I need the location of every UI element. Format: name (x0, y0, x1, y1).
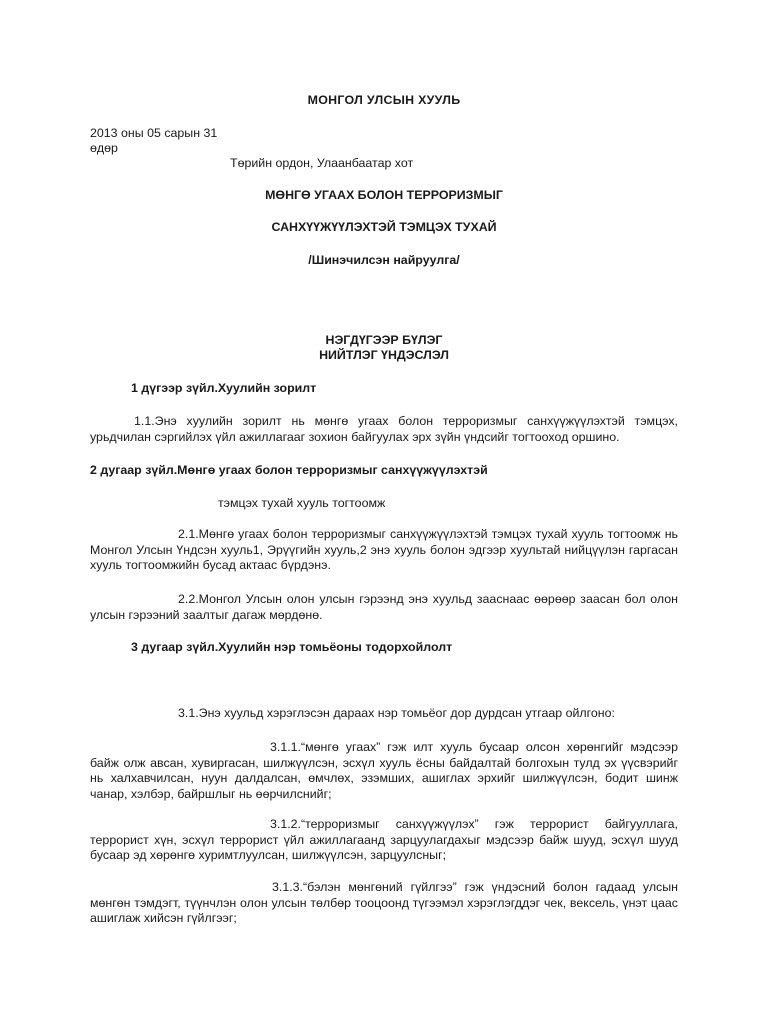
article2-heading: 2 дугаар зүйл.Мөнгө угаах болон терроризмыг санхүүжүүлэхтэй (90, 463, 488, 477)
paragraph-3-1: 3.1.Энэ хуульд хэрэглэсэн дараах нэр томьёог дор дурдсан утгаар ойлгоно: (178, 706, 615, 720)
article3-heading: 3 дугаар зүйл.Хуулийн нэр томьёоны тодорхойлолт (131, 640, 453, 654)
subject-title-line1: МӨНГӨ УГААХ БОЛОН ТЕРРОРИЗМЫГ (265, 188, 503, 202)
paragraph-3-1-2: 3.1.2.“терроризмыг санхүүжүүлэх” гэж террорист байгууллага, террорист хүн, эсхүл террорист үйл ажиллагаанд зарцуулагдахыг мэдсээр байж шууд, эсхүл шууд бусаар эд хөрөнгө хуримтлуулсан, шилжүүлсэн, зарцуулсныг; (90, 817, 678, 862)
article2-heading-continued: тэмцэх тухай хууль тогтоомж (218, 496, 386, 510)
enactment-date-day: өдөр (90, 141, 118, 155)
chapter-number: НЭГДҮГЭЭР БҮЛЭГ (325, 333, 443, 347)
paragraph-3-1-3: 3.1.3.“бэлэн мөнгөний гүйлгээ” гэж үндэсний болон гадаад улсын мөнгөн тэмдэгт, түүнчлэн олон улсын төлбөр тооцоонд түгээмэл хэрэглэгддэг чек, вексель, үнэт цаас ашиглаж хийсэн гүйлгээг; (90, 880, 678, 925)
paragraph-2-1: 2.1.Мөнгө угаах болон терроризмыг санхүүжүүлэхтэй тэмцэх тухай хууль тогтоомж нь Монгол Улсын Үндсэн хууль1, Эрүүгийн хууль,2 энэ хууль болон эдгээр хуультай нийцүүлэн гаргасан хууль тогтоомжийн бусад актаас бүрдэнэ. (90, 527, 678, 572)
paragraph-2-2: 2.2.Монгол Улсын олон улсын гэрээнд энэ хуульд зааснаас өөрөөр заасан бол олон улсын гэрээний заалтыг дагаж мөрдөнө. (90, 592, 678, 622)
subject-title-line2: САНХҮҮЖҮҮЛЭХТЭЙ ТЭМЦЭХ ТУХАЙ (271, 220, 497, 234)
law-title: МОНГОЛ УЛСЫН ХУУЛЬ (307, 93, 461, 107)
article1-heading: 1 дүгээр зүйл.Хуулийн зорилт (131, 381, 317, 395)
revision-note: /Шинэчилсэн найруулга/ (308, 253, 460, 267)
enactment-date: 2013 оны 05 сарын 31 (90, 126, 218, 140)
paragraph-3-1-1: 3.1.1.“мөнгө угаах” гэж илт хууль бусаар олсон хөрөнгийг мэдсээр байж олж авсан, хувиргасан, шилжүүлсэн, эсхүл хууль ёсны байдалтай болгохын тулд эх үүсвэрийг нь халхавчилсан, нуун далдалсан, өмчлөх, эзэмших, ашиглах эрхийг шилжүүлсэн, бодит шинж чанар, хэлбэр, байршлыг нь өөрчилснийг; (90, 740, 678, 801)
chapter-title: НИЙТЛЭГ ҮНДЭСЛЭЛ (319, 348, 449, 362)
enactment-place: Төрийн ордон, Улаанбаатар хот (230, 156, 414, 170)
paragraph-1-1: 1.1.Энэ хуулийн зорилт нь мөнгө угаах болон терроризмыг санхүүжүүлэхтэй тэмцэх, урьдчилан сэргийлэх үйл ажиллагааг зохион байгуулах эрх зүйн үндсийг тогтооход оршино. (90, 414, 678, 444)
